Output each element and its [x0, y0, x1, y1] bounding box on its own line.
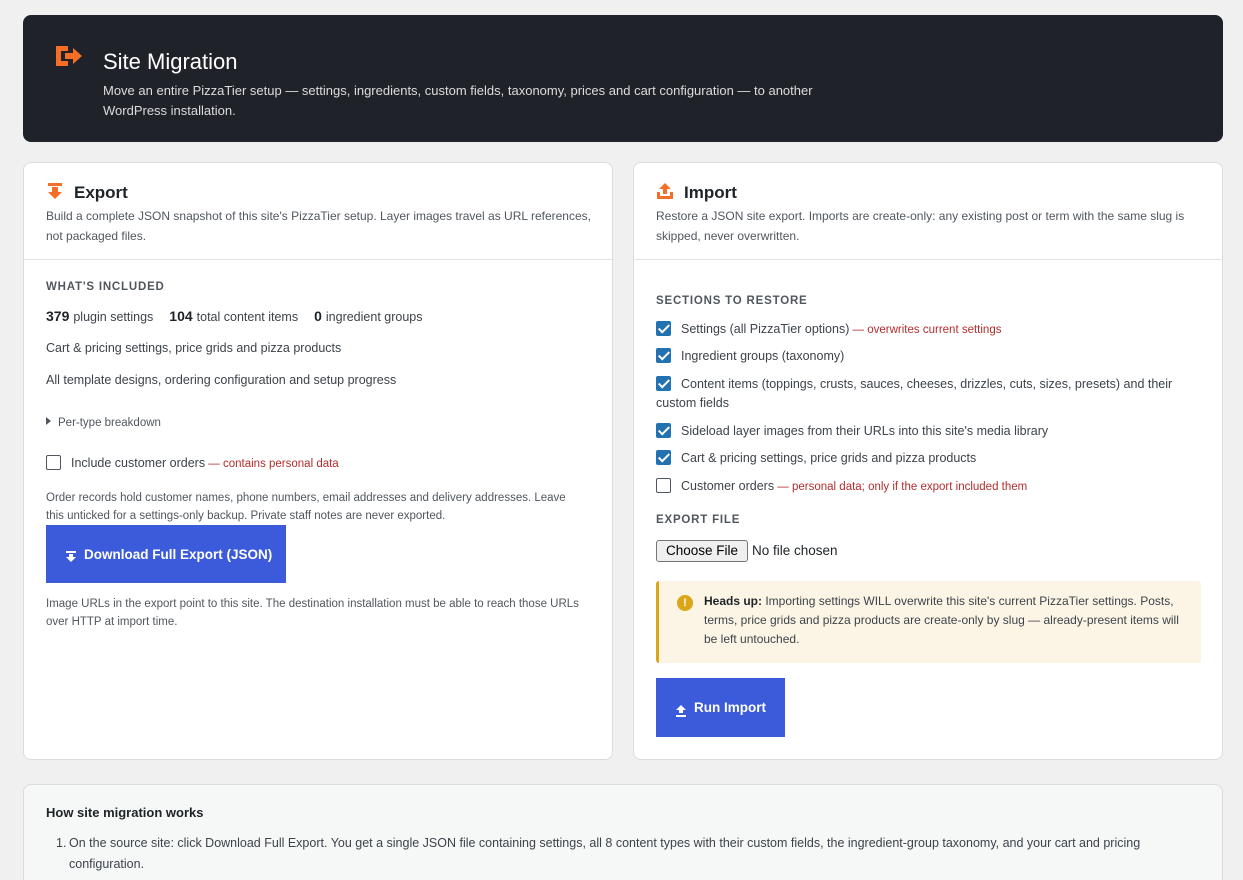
heads-up-alert [656, 581, 1201, 663]
restore-content-items-row[interactable]: Content items (toppings, crusts, sauces, cheeses, drizzles, cuts, sizes, presets) and their custom fields [656, 377, 1173, 410]
orders-note: Order records hold customer names, phone numbers, email addresses and delivery addresses. Leave this unticked for a settings-only backup. Private staff notes are never exported. [46, 492, 566, 522]
settings-warning: — overwrites current settings [849, 324, 1002, 336]
per-type-breakdown-toggle[interactable]: Per-type breakdown [46, 417, 161, 429]
restore-content-items-checkbox[interactable] [656, 376, 671, 391]
no-file-chosen-text: No file chosen [752, 543, 838, 558]
page-title: Site Migration [103, 49, 238, 74]
export-stats [46, 308, 423, 324]
sections-to-restore-label: SECTIONS TO RESTORE [656, 295, 808, 307]
sign-out-icon [53, 43, 83, 69]
choose-file-button[interactable]: Choose File [656, 540, 748, 562]
import-card-header [634, 163, 1222, 260]
restore-ingredient-groups-checkbox[interactable] [656, 348, 671, 363]
export-title: Export [74, 183, 128, 202]
warning-icon: ! [677, 595, 693, 611]
stat-content-items: 104 total content items [169, 308, 299, 324]
upload-icon [676, 705, 686, 717]
image-url-note: Image URLs in the export point to this site. The destination installation must be able to reach those URLs over HTTP at import time. [46, 598, 579, 628]
export-card-header [24, 163, 612, 260]
included-cart-pricing: Cart & pricing settings, price grids and pizza products [46, 341, 342, 355]
download-export-button[interactable]: Download Full Export (JSON) [46, 525, 286, 583]
export-description: Build a complete JSON snapshot of this site's PizzaTier setup. Layer images travel as URL references, not packaged files. [46, 209, 591, 243]
restore-settings-checkbox[interactable] [656, 321, 671, 336]
include-orders-checkbox[interactable] [46, 455, 61, 470]
import-card [633, 162, 1223, 760]
download-icon [46, 182, 64, 200]
disclosure-triangle-icon [46, 417, 51, 425]
restore-cart-pricing-checkbox[interactable] [656, 450, 671, 465]
alert-text: Heads up: Importing settings WILL overwrite this site's current PizzaTier settings. Posts, terms, price grids and pizza products are create-only by slug — already-present items will be left untouched. [704, 594, 1179, 646]
stat-plugin-settings: 379 plugin settings [46, 308, 154, 324]
include-orders-row[interactable] [46, 454, 339, 474]
run-import-button[interactable]: Run Import [656, 678, 785, 737]
included-templates: All template designs, ordering configuration and setup progress [46, 373, 397, 387]
restore-settings-row[interactable]: Settings (all PizzaTier options) — overwrites current settings [656, 320, 1001, 340]
stat-ingredient-groups: 0 ingredient groups [314, 308, 423, 324]
customer-orders-warning: — personal data; only if the export included them [774, 481, 1028, 493]
restore-customer-orders-row[interactable]: Customer orders — personal data; only if the export included them [656, 477, 1027, 497]
how-it-works-step: 1. On the source site: click Download Full Export. You get a single JSON file containing settings, all 8 content types with their custom fields, the ingredient-group taxonomy, and your cart and pricing configuration. [56, 836, 1141, 871]
export-card [23, 162, 613, 760]
page-description: Move an entire PizzaTier setup — settings, ingredients, custom fields, taxonomy, prices and cart configuration — to another WordPress installation. [103, 83, 813, 118]
page-header [23, 15, 1223, 142]
download-icon [66, 551, 76, 563]
restore-cart-pricing-row[interactable]: Cart & pricing settings, price grids and pizza products [656, 449, 976, 468]
restore-ingredient-groups-row[interactable]: Ingredient groups (taxonomy) [656, 347, 844, 366]
how-it-works-title: How site migration works [46, 805, 204, 820]
restore-sideload-images-row[interactable]: Sideload layer images from their URLs into this site's media library [656, 422, 1048, 441]
upload-icon [656, 182, 674, 200]
whats-included-label: WHAT'S INCLUDED [46, 281, 165, 293]
how-it-works-panel [23, 784, 1223, 880]
import-title: Import [684, 183, 737, 202]
restore-sideload-images-checkbox[interactable] [656, 423, 671, 438]
export-file-label: EXPORT FILE [656, 514, 741, 526]
include-orders-warning: — contains personal data [205, 458, 339, 470]
restore-customer-orders-checkbox[interactable] [656, 478, 671, 493]
import-description: Restore a JSON site export. Imports are create-only: any existing post or term with the same slug is skipped, never overwritten. [656, 209, 1185, 243]
include-orders-label: Include customer orders [71, 456, 206, 470]
